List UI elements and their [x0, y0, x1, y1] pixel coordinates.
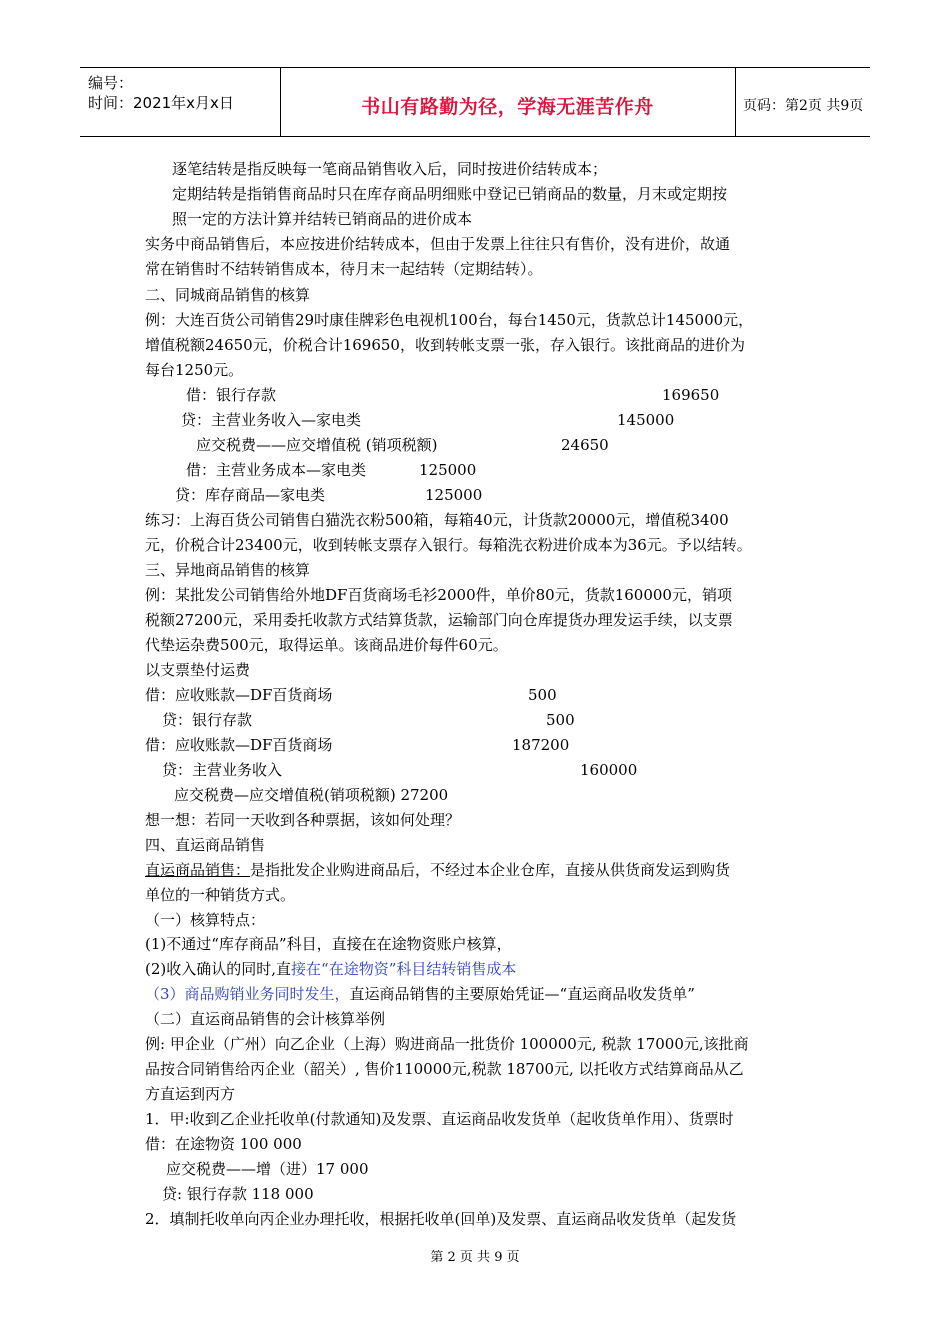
- journal-entry-account: 贷：库存商品—家电类: [175, 486, 326, 504]
- text-line: 例: 甲企业（广州）向乙企业（上海）购进商品一批货价 100000元, 税款 17000元,该批商: [145, 1035, 749, 1053]
- journal-entry-amount: 500: [546, 711, 575, 729]
- journal-entry-line: 应交税费——增（进）17 000: [166, 1160, 369, 1178]
- text-line: 例：某批发公司销售给外地DF百货商场毛衫2000件，单价80元，货款160000元，销项: [145, 586, 732, 604]
- text-line: 代垫运杂费500元，取得运单。该商品进价每件60元。: [145, 636, 508, 654]
- document-date: 时间：2021年x月x日: [88, 94, 234, 112]
- document-number-label: 编号：: [88, 74, 134, 92]
- text-line: [145, 959, 516, 979]
- header-motto-cell: [280, 68, 736, 136]
- header-page-cell: [735, 68, 870, 136]
- journal-entry-amount: 24650: [561, 436, 609, 454]
- journal-entry-account: 借：主营业务成本—家电类: [186, 461, 367, 479]
- subsection-heading: （一）核算特点：: [145, 911, 266, 929]
- journal-entry-amount: 169650: [662, 386, 720, 404]
- page-footer: 第 2 页 共 9 页: [430, 1250, 520, 1265]
- text-line: 想一想：若同一天收到各种票据，该如何处理？: [145, 811, 461, 829]
- highlighted-text: 接在“在途物资”科目结转销售成本: [291, 960, 517, 978]
- journal-entry-amount: 125000: [419, 461, 477, 479]
- text-line: 练习：上海百货公司销售白猫洗衣粉500箱，每箱40元，计货款20000元，增值税3400: [145, 511, 729, 529]
- text-segment: (2)收入确认的同时,直: [145, 960, 292, 978]
- journal-entry-account: 借：应收账款—DF百货商场: [145, 736, 333, 754]
- journal-entry-amount: 500: [528, 686, 557, 704]
- text-line: 元，价税合计23400元，收到转帐支票存入银行。每箱洗衣粉进价成本为36元。予以结转。: [145, 536, 752, 554]
- journal-entry-account: 贷：主营业务收入—家电类: [181, 411, 362, 429]
- text-line: 实务中商品销售后，本应按进价结转成本，但由于发票上往往只有售价，没有进价，故通: [145, 235, 731, 253]
- text-line: 增值税额24650元，价税合计169650，收到转帐支票一张，存入银行。该批商品的进价为: [145, 336, 745, 354]
- section-heading: 三、异地商品销售的核算: [145, 561, 311, 579]
- page-header: [80, 67, 870, 137]
- text-line: (1)不通过“库存商品”科目，直接在在途物资账户核算，: [145, 935, 512, 953]
- text-line: 税额27200元，采用委托收款方式结算货款，运输部门向仓库提货办理发运手续，以支票: [145, 611, 733, 629]
- journal-entry-amount: 160000: [580, 761, 638, 779]
- text-line: 定期结转是指销售商品时只在库存商品明细账中登记已销商品的数量，月末或定期按: [172, 185, 728, 203]
- text-line: [145, 860, 730, 880]
- page-number-info: 页码：第2页 共9页: [743, 98, 864, 114]
- journal-entry-account: 借：银行存款: [186, 386, 277, 404]
- text-line: 照一定的方法计算并结转已销商品的进价成本: [172, 210, 473, 228]
- journal-entry-amount: 145000: [617, 411, 675, 429]
- text-line: [145, 984, 695, 1004]
- text-line: 2．填制托收单向丙企业办理托收，根据托收单(回单)及发票、直运商品收发货单（起发货: [145, 1210, 737, 1228]
- highlighted-text: （3）商品购销业务同时发生，: [145, 985, 350, 1003]
- journal-entry-account: 贷：银行存款: [162, 711, 253, 729]
- journal-entry-line: 借：在途物资 100 000: [145, 1135, 302, 1153]
- journal-entry-account: 应交税费——应交增值税 (销项税额): [196, 436, 438, 454]
- text-line: 1．甲:收到乙企业托收单(付款通知)及发票、直运商品收发货单（起收货单作用）、货票时: [145, 1110, 734, 1128]
- journal-entry-account: 贷：主营业务收入: [162, 761, 283, 779]
- motto-text: 书山有路勤为径，学海无涯苦作舟: [361, 96, 654, 118]
- text-line: 单位的一种销货方式。: [145, 886, 296, 904]
- text-line: 以支票垫付运费: [145, 661, 251, 679]
- journal-entry-line: 贷: 银行存款 118 000: [162, 1185, 314, 1203]
- text-line: 品按合同销售给丙企业（韶关）, 售价110000元,税款 18700元, 以托收方式结算商品从乙: [145, 1060, 744, 1078]
- journal-entry-amount: 125000: [425, 486, 483, 504]
- header-meta-cell: [80, 68, 281, 136]
- journal-entry-amount: 187200: [512, 736, 570, 754]
- text-line: 例：大连百货公司销售29吋康佳牌彩色电视机100台，每台1450元，货款总计145000元，: [145, 311, 754, 329]
- text-line: 方直运到丙方: [145, 1085, 236, 1103]
- term-underlined: 直运商品销售：: [145, 861, 251, 879]
- text-line: 逐笔结转是指反映每一笔商品销售收入后，同时按进价结转成本；: [172, 160, 608, 178]
- term-definition: 是指批发企业购进商品后，不经过本企业仓库，直接从供货商发运到购货: [250, 861, 731, 879]
- text-line: 常在销售时不结转销售成本，待月末一起结转（定期结转）。: [145, 260, 543, 278]
- text-line: 每台1250元。: [145, 361, 244, 379]
- section-heading: 二、同城商品销售的核算: [145, 286, 311, 304]
- text-segment: 直运商品销售的主要原始凭证—“直运商品收发货单”: [349, 985, 695, 1003]
- journal-entry-account: 借：应收账款—DF百货商场: [145, 686, 333, 704]
- section-heading: 四、直运商品销售: [145, 836, 266, 854]
- journal-entry-account: 应交税费—应交增值税(销项税额) 27200: [174, 786, 449, 804]
- subsection-heading: （二）直运商品销售的会计核算举例: [145, 1010, 386, 1028]
